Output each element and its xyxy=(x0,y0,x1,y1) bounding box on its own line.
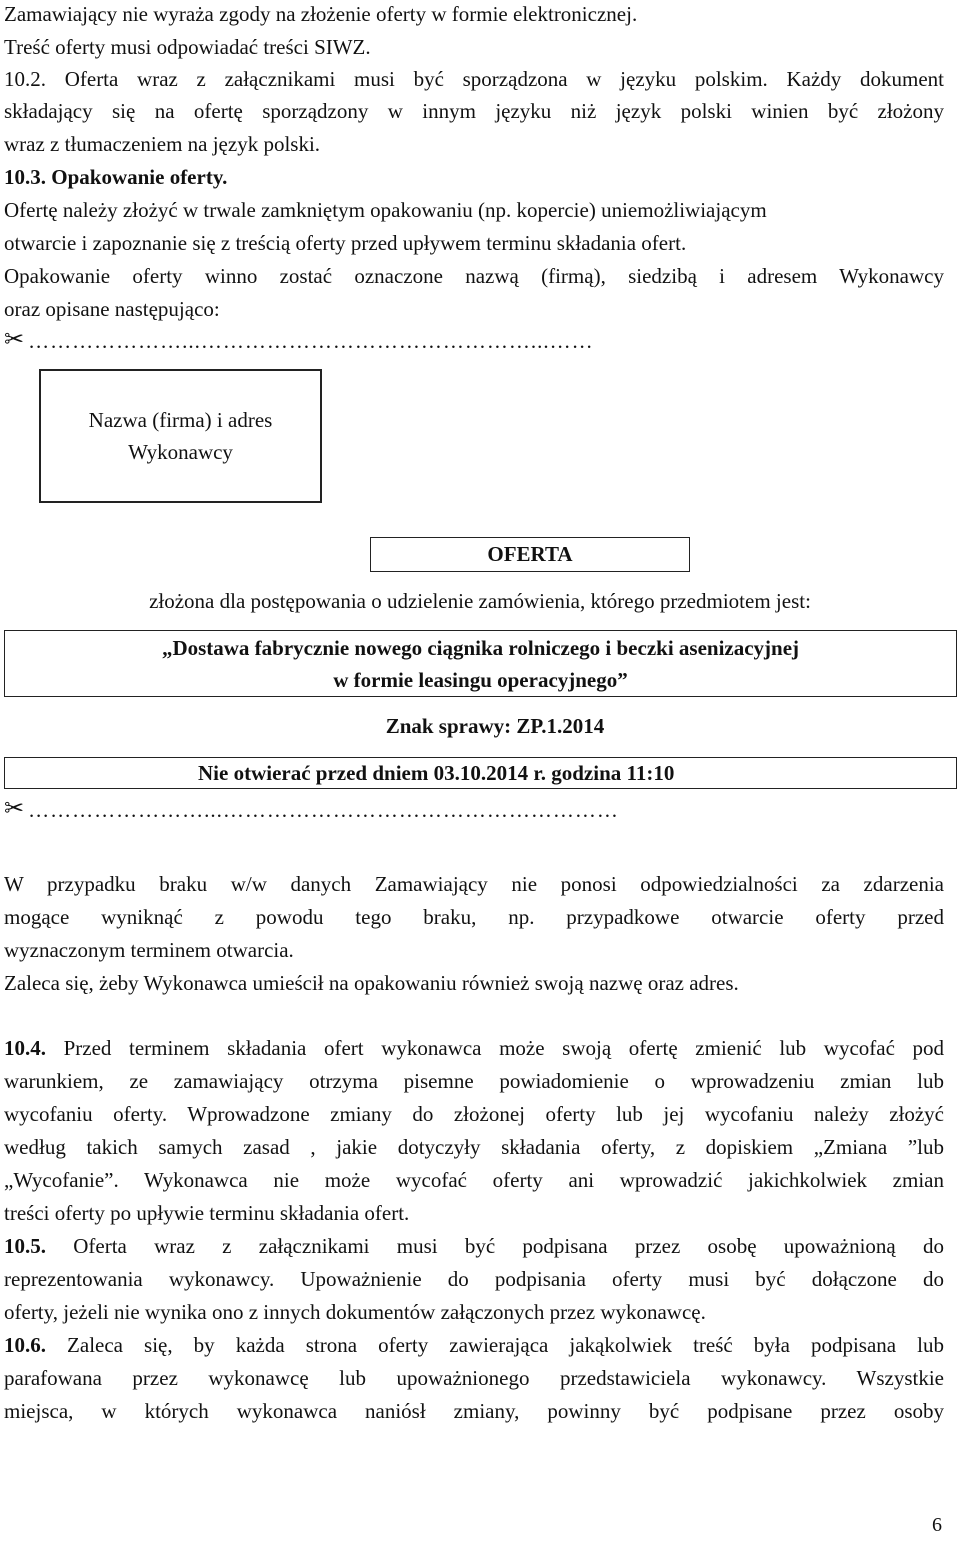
text-line: wycofaniu oferty. Wprowadzone zmiany do złożonej oferty lub jej wycofaniu należy złożyć xyxy=(4,1102,944,1126)
text-line: miejsca, w których wykonawca naniósł zmiany, powinny być podpisane przez osoby xyxy=(4,1399,944,1423)
sender-address-box xyxy=(39,369,322,503)
text-line: oraz opisane następująco: xyxy=(4,297,220,321)
oferta-label-box xyxy=(370,537,690,572)
cut-line-dots: …………………...………………………………………...…… xyxy=(28,330,594,352)
sender-box-line: Wykonawcy xyxy=(128,440,233,464)
section-number: 10.5. xyxy=(4,1234,46,1258)
do-not-open-box xyxy=(4,757,957,789)
text-line: Treść oferty musi odpowiadać treści SIWZ. xyxy=(4,35,371,59)
text-line: „Wycofanie”. Wykonawca nie może wycofać oferty ani wprowadzić jakichkolwiek zmian xyxy=(4,1168,944,1192)
cut-line-dots: ……………………...……………………………………………… xyxy=(28,799,619,821)
text-line: Zaleca się, żeby Wykonawca umieścił na opakowaniu również swoją nazwę oraz adres. xyxy=(4,971,739,995)
section-number: 10.6. xyxy=(4,1333,46,1357)
submitted-for-text: złożona dla postępowania o udzielenie zamówienia, którego przedmiotem jest: xyxy=(149,589,811,613)
section-10-5-line xyxy=(4,1234,944,1260)
text-line: oferty, jeżeli nie wynika ono z innych dokumentów załączonych przez wykonawcę. xyxy=(4,1300,706,1324)
oferta-label: OFERTA xyxy=(487,542,573,566)
subject-line: „Dostawa fabrycznie nowego ciągnika rolniczego i beczki asenizacyjnej xyxy=(161,635,800,660)
text-line: według takich samych zasad , jakie dotyczyły składania oferty, z dopiskiem „Zmiana ”lub xyxy=(4,1135,944,1159)
cut-line-top xyxy=(4,326,944,352)
text-line: warunkiem, ze zamawiający otrzyma pisemne powiadomienie o wprowadzeniu zmian lub xyxy=(4,1069,944,1093)
section-10-4-line xyxy=(4,1036,944,1062)
text-line: składający się na ofertę sporządzony w innym języku niż język polski winien być złożony xyxy=(4,99,944,123)
text-line: Opakowanie oferty winno zostać oznaczone nazwą (firmą), siedzibą i adresem Wykonawcy xyxy=(4,264,944,288)
cut-line-bottom xyxy=(4,795,944,821)
do-not-open-text: Nie otwierać przed dniem 03.10.2014 r. godzina 11:10 xyxy=(198,760,675,785)
page-number: 6 xyxy=(932,1514,942,1536)
section-number: 10.4. xyxy=(4,1036,46,1060)
case-reference: Znak sprawy: ZP.1.2014 xyxy=(385,714,605,738)
section-10-2-line xyxy=(4,67,944,93)
text-line: W przypadku braku w/w danych Zamawiający nie ponosi odpowiedzialności za zdarzenia xyxy=(4,872,944,896)
scissors-icon: ✂ xyxy=(4,796,25,822)
section-text: Przed terminem składania ofert wykonawca może swoją ofertę zmienić lub wycofać pod xyxy=(46,1036,944,1060)
section-text: Oferta wraz z załącznikami musi być sporządzona w języku polskim. Każdy dokument xyxy=(46,67,944,91)
sender-box-line: Nazwa (firma) i adres xyxy=(88,408,273,432)
subject-line: w formie leasingu operacyjnego” xyxy=(333,667,628,692)
text-line: parafowana przez wykonawcę lub upoważnionego przedstawiciela wykonawcy. Wszystkie xyxy=(4,1366,944,1390)
section-10-6-line xyxy=(4,1333,944,1359)
text-line: otwarcie i zapoznanie się z treścią oferty przed upływem terminu składania ofert. xyxy=(4,231,687,255)
section-text: Oferta wraz z załącznikami musi być podpisana przez osobę upoważnioną do xyxy=(46,1234,944,1258)
text-line: wraz z tłumaczeniem na język polski. xyxy=(4,132,321,156)
text-line: treści oferty po upływie terminu składania ofert. xyxy=(4,1201,410,1225)
section-heading: 10.3. Opakowanie oferty. xyxy=(4,165,228,189)
scissors-icon: ✂ xyxy=(4,327,25,353)
text-line: wyznaczonym terminem otwarcia. xyxy=(4,938,294,962)
text-line: Ofertę należy złożyć w trwale zamkniętym opakowaniu (np. kopercie) uniemożliwiającym xyxy=(4,198,767,222)
text-line: mogące wyniknąć z powodu tego braku, np. przypadkowe otwarcie oferty przed xyxy=(4,905,944,929)
text-line: Zamawiający nie wyraża zgody na złożenie oferty w formie elektronicznej. xyxy=(4,2,638,26)
section-number: 10.2. xyxy=(4,67,46,91)
text-line: reprezentowania wykonawcy. Upoważnienie do podpisania oferty musi być dołączone do xyxy=(4,1267,944,1291)
section-text: Zaleca się, by każda strona oferty zawierająca jakąkolwiek treść była podpisana lub xyxy=(46,1333,944,1357)
subject-box xyxy=(4,630,957,697)
